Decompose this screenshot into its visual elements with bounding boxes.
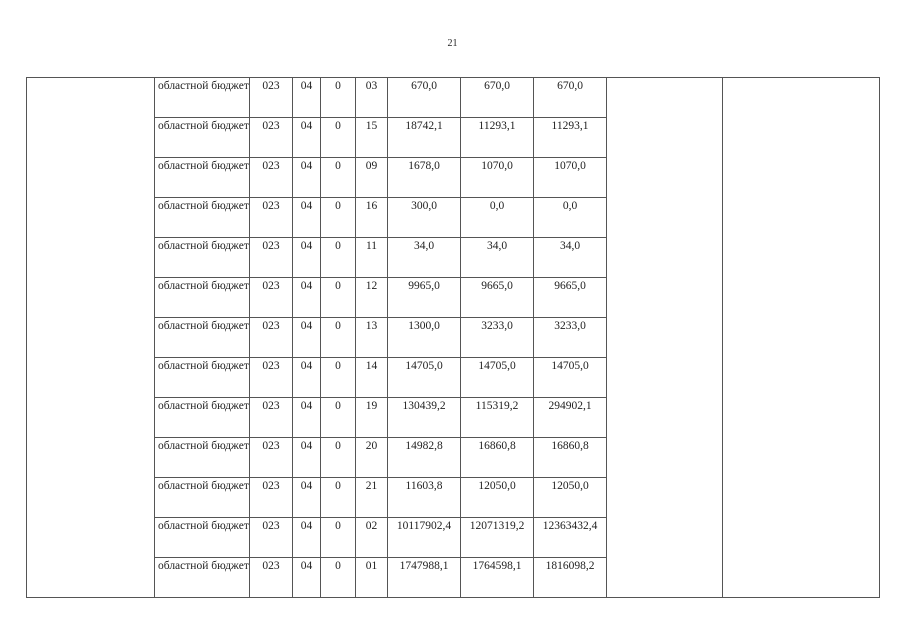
blank-cell	[723, 358, 880, 398]
value2-cell: 670,0	[461, 78, 534, 118]
item-cell: 09	[356, 158, 388, 198]
code-cell: 023	[250, 238, 293, 278]
table-row	[27, 358, 880, 398]
item-cell: 13	[356, 318, 388, 358]
item-cell: 02	[356, 518, 388, 558]
code-cell: 023	[250, 318, 293, 358]
item-cell: 20	[356, 438, 388, 478]
blank-cell	[723, 398, 880, 438]
blank-cell	[607, 398, 723, 438]
blank-cell	[607, 318, 723, 358]
blank-cell	[27, 518, 155, 558]
value3-cell: 12363432,4	[534, 518, 607, 558]
blank-cell	[27, 78, 155, 118]
value1-cell: 130439,2	[388, 398, 461, 438]
sub-cell: 0	[321, 478, 356, 518]
value3-cell: 16860,8	[534, 438, 607, 478]
blank-cell	[723, 118, 880, 158]
blank-cell	[27, 398, 155, 438]
value1-cell: 300,0	[388, 198, 461, 238]
source-cell: областной бюджет	[155, 78, 250, 118]
item-cell: 21	[356, 478, 388, 518]
source-cell: областной бюджет	[155, 198, 250, 238]
blank-cell	[607, 158, 723, 198]
sub-cell: 0	[321, 238, 356, 278]
source-cell: областной бюджет	[155, 158, 250, 198]
source-cell: областной бюджет	[155, 118, 250, 158]
value3-cell: 670,0	[534, 78, 607, 118]
blank-cell	[607, 358, 723, 398]
blank-cell	[607, 198, 723, 238]
sub-cell: 0	[321, 78, 356, 118]
value3-cell: 12050,0	[534, 478, 607, 518]
value1-cell: 1747988,1	[388, 558, 461, 598]
blank-cell	[607, 278, 723, 318]
budget-table	[26, 77, 880, 598]
section-cell: 04	[293, 158, 321, 198]
blank-cell	[723, 78, 880, 118]
value3-cell: 3233,0	[534, 318, 607, 358]
code-cell: 023	[250, 438, 293, 478]
blank-cell	[607, 438, 723, 478]
code-cell: 023	[250, 118, 293, 158]
section-cell: 04	[293, 478, 321, 518]
table-row	[27, 238, 880, 278]
blank-cell	[27, 118, 155, 158]
blank-cell	[723, 518, 880, 558]
section-cell: 04	[293, 118, 321, 158]
blank-cell	[607, 518, 723, 558]
sub-cell: 0	[321, 358, 356, 398]
value1-cell: 670,0	[388, 78, 461, 118]
item-cell: 14	[356, 358, 388, 398]
value3-cell: 1070,0	[534, 158, 607, 198]
section-cell: 04	[293, 278, 321, 318]
value1-cell: 34,0	[388, 238, 461, 278]
table-row	[27, 478, 880, 518]
table-row	[27, 398, 880, 438]
source-cell: областной бюджет	[155, 238, 250, 278]
value2-cell: 9665,0	[461, 278, 534, 318]
table-row	[27, 78, 880, 118]
section-cell: 04	[293, 398, 321, 438]
value2-cell: 115319,2	[461, 398, 534, 438]
value2-cell: 14705,0	[461, 358, 534, 398]
item-cell: 01	[356, 558, 388, 598]
section-cell: 04	[293, 558, 321, 598]
value3-cell: 294902,1	[534, 398, 607, 438]
value1-cell: 10117902,4	[388, 518, 461, 558]
blank-cell	[27, 358, 155, 398]
code-cell: 023	[250, 558, 293, 598]
value1-cell: 1678,0	[388, 158, 461, 198]
value3-cell: 9665,0	[534, 278, 607, 318]
value1-cell: 14982,8	[388, 438, 461, 478]
item-cell: 15	[356, 118, 388, 158]
sub-cell: 0	[321, 158, 356, 198]
code-cell: 023	[250, 278, 293, 318]
blank-cell	[27, 478, 155, 518]
section-cell: 04	[293, 78, 321, 118]
section-cell: 04	[293, 238, 321, 278]
sub-cell: 0	[321, 398, 356, 438]
value1-cell: 11603,8	[388, 478, 461, 518]
blank-cell	[27, 238, 155, 278]
table-row	[27, 318, 880, 358]
source-cell: областной бюджет	[155, 318, 250, 358]
table-row	[27, 278, 880, 318]
section-cell: 04	[293, 198, 321, 238]
section-cell: 04	[293, 318, 321, 358]
blank-cell	[27, 438, 155, 478]
value3-cell: 0,0	[534, 198, 607, 238]
blank-cell	[607, 78, 723, 118]
page-number: 21	[447, 38, 458, 49]
blank-cell	[723, 238, 880, 278]
blank-cell	[607, 478, 723, 518]
code-cell: 023	[250, 478, 293, 518]
source-cell: областной бюджет	[155, 518, 250, 558]
code-cell: 023	[250, 358, 293, 398]
table-body	[27, 78, 880, 598]
source-cell: областной бюджет	[155, 398, 250, 438]
blank-cell	[27, 278, 155, 318]
value2-cell: 11293,1	[461, 118, 534, 158]
item-cell: 16	[356, 198, 388, 238]
value1-cell: 14705,0	[388, 358, 461, 398]
table-row	[27, 158, 880, 198]
sub-cell: 0	[321, 318, 356, 358]
value2-cell: 0,0	[461, 198, 534, 238]
value2-cell: 1764598,1	[461, 558, 534, 598]
code-cell: 023	[250, 518, 293, 558]
sub-cell: 0	[321, 198, 356, 238]
item-cell: 03	[356, 78, 388, 118]
blank-cell	[607, 118, 723, 158]
blank-cell	[723, 198, 880, 238]
source-cell: областной бюджет	[155, 358, 250, 398]
source-cell: областной бюджет	[155, 278, 250, 318]
table-row	[27, 198, 880, 238]
value2-cell: 1070,0	[461, 158, 534, 198]
value2-cell: 16860,8	[461, 438, 534, 478]
blank-cell	[27, 198, 155, 238]
section-cell: 04	[293, 438, 321, 478]
blank-cell	[607, 238, 723, 278]
table-row	[27, 518, 880, 558]
blank-cell	[723, 438, 880, 478]
code-cell: 023	[250, 158, 293, 198]
table-row	[27, 558, 880, 598]
blank-cell	[27, 158, 155, 198]
item-cell: 12	[356, 278, 388, 318]
table-row	[27, 118, 880, 158]
code-cell: 023	[250, 198, 293, 238]
value3-cell: 11293,1	[534, 118, 607, 158]
blank-cell	[723, 318, 880, 358]
item-cell: 19	[356, 398, 388, 438]
section-cell: 04	[293, 358, 321, 398]
sub-cell: 0	[321, 438, 356, 478]
table-row	[27, 438, 880, 478]
sub-cell: 0	[321, 518, 356, 558]
source-cell: областной бюджет	[155, 438, 250, 478]
code-cell: 023	[250, 78, 293, 118]
blank-cell	[723, 158, 880, 198]
value2-cell: 12050,0	[461, 478, 534, 518]
blank-cell	[27, 318, 155, 358]
section-cell: 04	[293, 518, 321, 558]
blank-cell	[27, 558, 155, 598]
blank-cell	[723, 558, 880, 598]
value2-cell: 34,0	[461, 238, 534, 278]
value3-cell: 1816098,2	[534, 558, 607, 598]
sub-cell: 0	[321, 118, 356, 158]
blank-cell	[723, 278, 880, 318]
source-cell: областной бюджет	[155, 558, 250, 598]
code-cell: 023	[250, 398, 293, 438]
value3-cell: 34,0	[534, 238, 607, 278]
blank-cell	[723, 478, 880, 518]
source-cell: областной бюджет	[155, 478, 250, 518]
sub-cell: 0	[321, 558, 356, 598]
value1-cell: 18742,1	[388, 118, 461, 158]
item-cell: 11	[356, 238, 388, 278]
value1-cell: 1300,0	[388, 318, 461, 358]
value1-cell: 9965,0	[388, 278, 461, 318]
value3-cell: 14705,0	[534, 358, 607, 398]
value2-cell: 12071319,2	[461, 518, 534, 558]
sub-cell: 0	[321, 278, 356, 318]
blank-cell	[607, 558, 723, 598]
value2-cell: 3233,0	[461, 318, 534, 358]
